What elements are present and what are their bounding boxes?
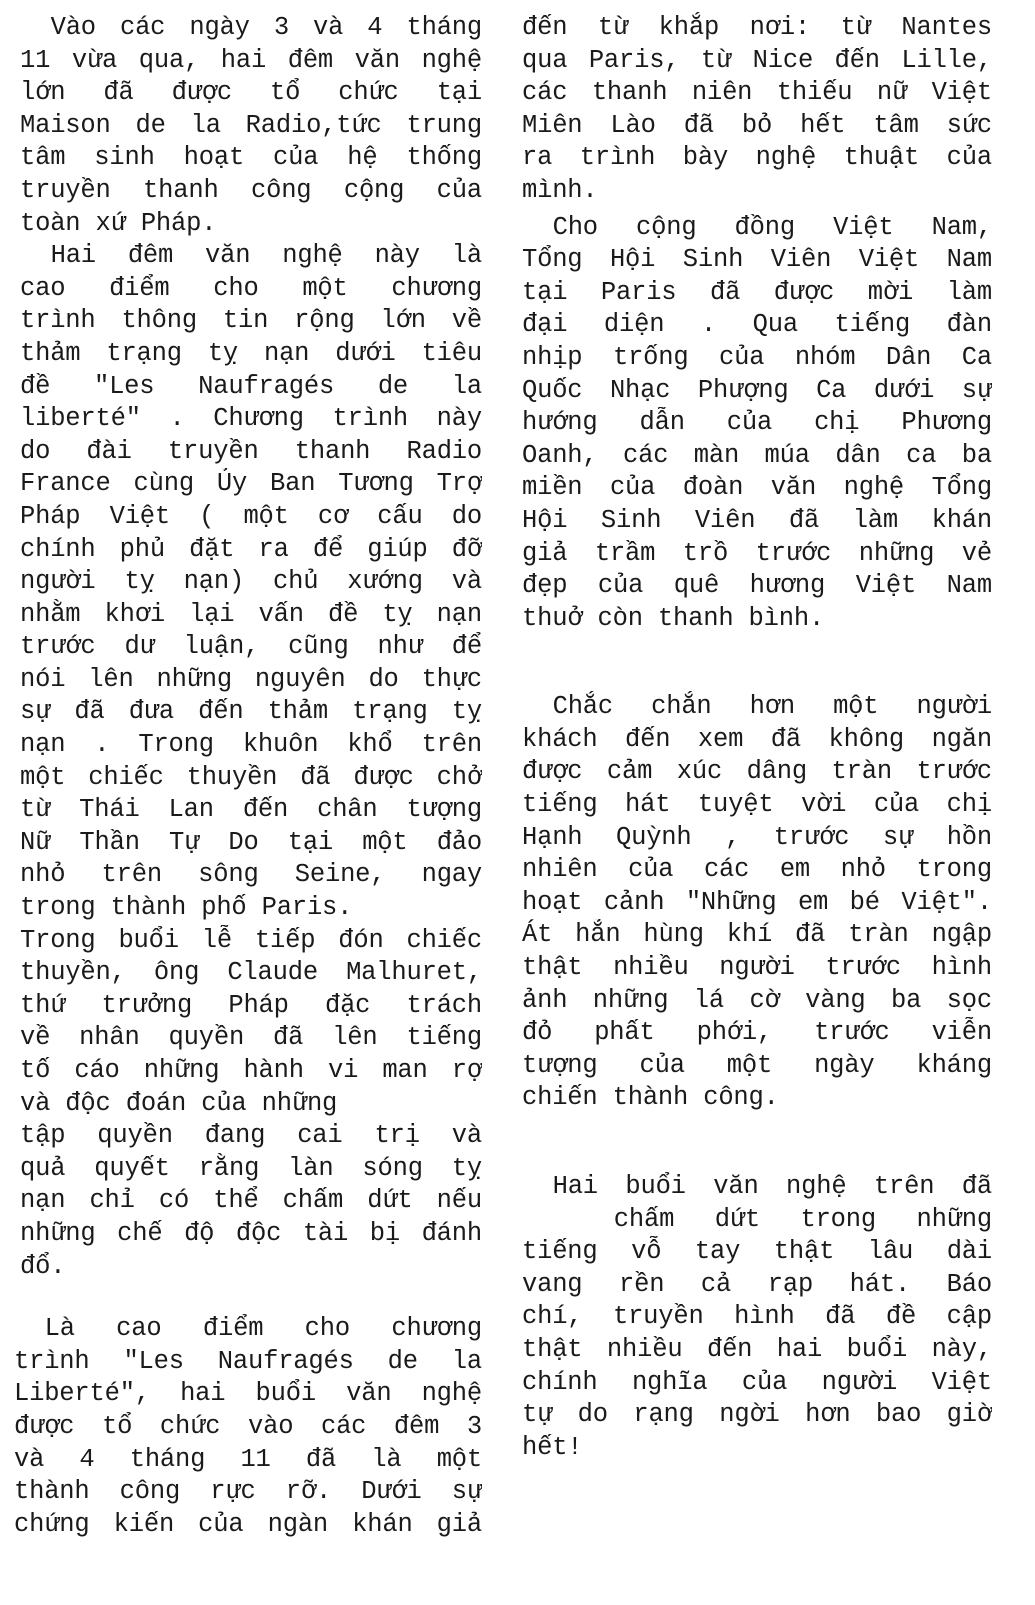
text-line: chứng kiến của ngàn khán giả <box>14 1509 482 1539</box>
text-line: Maison de la Radio,tức trung <box>20 110 482 140</box>
text-line: các thanh niên thiếu nữ Việt <box>522 78 992 108</box>
text-line: thật nhiều đến hai buổi này, <box>522 1334 992 1364</box>
text-line: Cho cộng đồng Việt Nam, <box>552 212 992 242</box>
text-line: người tỵ nạn) chủ xướng và <box>20 567 482 597</box>
text-line: nhiên của các em nhỏ trong <box>522 855 992 885</box>
text-line: cao điểm cho một chương <box>20 273 482 303</box>
text-line: France cùng Ủy Ban Tương Trợ <box>20 469 482 499</box>
text-line: giả trầm trồ trước những vẻ <box>522 538 992 568</box>
text-line: đến từ khắp nơi: từ Nantes <box>522 13 992 42</box>
paragraph-gap <box>522 635 992 691</box>
text-line: đại diện . Qua tiếng đàn <box>522 310 992 340</box>
text-line: thuở còn thanh bình. <box>522 603 825 633</box>
text-line: những chế độ độc tài bị đánh <box>20 1218 482 1248</box>
text-line: tự do rạng ngời hơn bao giờ <box>522 1400 992 1430</box>
text-line: Hai buổi văn nghệ trên đã <box>552 1172 992 1201</box>
text-line: truyền thanh công cộng của <box>20 175 482 205</box>
text-line: và độc đoán của những <box>20 1088 338 1118</box>
text-line: tượng của một ngày kháng <box>522 1050 992 1080</box>
text-line: tiếng vỗ tay thật lâu dài <box>522 1237 992 1267</box>
text-line: mình. <box>522 175 598 205</box>
text-line: một chiếc thuyền đã được chở <box>20 762 482 792</box>
text-line: khách đến xem đã không ngăn <box>522 724 992 754</box>
text-line: thành công rực rỡ. Dưới sự <box>14 1477 482 1507</box>
text-line: Pháp Việt ( một cơ cấu do <box>20 501 482 531</box>
text-line: đẹp của quê hương Việt Nam <box>522 571 992 601</box>
paragraph-gap <box>522 1115 992 1171</box>
text-line: miền của đoàn văn nghệ Tổng <box>522 473 992 503</box>
text-line: thảm trạng tỵ nạn dưới tiêu <box>20 338 482 368</box>
right-column <box>522 12 992 1464</box>
text-line: qua Paris, từ Nice đến Lille, <box>522 45 992 75</box>
text-line: được cảm xúc dâng tràn trước <box>522 757 992 787</box>
text-line: toàn xứ Pháp. <box>20 208 217 238</box>
text-line-bold: thuyền, ông Claude Malhuret, <box>20 958 482 988</box>
text-line: trình thông tin rộng lớn về <box>20 306 482 336</box>
paragraph-emotion <box>522 691 992 1115</box>
text-line: Át hẳn hùng khí đã tràn ngập <box>522 920 992 950</box>
paragraph-closing <box>522 1171 992 1464</box>
paragraph-highlight <box>14 1313 482 1541</box>
text-line: trong thành phố Paris. <box>20 893 353 923</box>
text-line: tiếng hát tuyệt vời của chị <box>522 790 992 820</box>
text-line: tâm sinh hoạt của hệ thống <box>20 143 482 173</box>
text-line: từ Thái Lan đến chân tượng <box>20 795 482 825</box>
text-line: chiến thành công. <box>522 1083 779 1113</box>
text-line: do đài truyền thanh Radio <box>20 436 482 466</box>
text-line: chí, truyền hình đã đề cập <box>522 1302 992 1332</box>
text-line: Oanh, các màn múa dân ca ba <box>522 440 992 470</box>
text-line: tại Paris đã được mời làm <box>522 277 992 307</box>
text-line: và 4 tháng 11 đã là một <box>14 1444 482 1474</box>
text-line-bold: trình "Les Naufragés de la <box>14 1346 482 1376</box>
text-line: nhỏ trên sông Seine, ngay <box>20 860 482 890</box>
text-line: Miên Lào đã bỏ hết tâm sức <box>522 110 992 140</box>
text-line: hết! <box>522 1432 583 1462</box>
text-line-bold: liberté" . Chương trình này <box>20 404 482 434</box>
text-line: lớn đã được tổ chức tại <box>20 78 482 108</box>
text-line-bold: Liberté", hai buổi văn nghệ <box>14 1379 482 1409</box>
text-line: nhằm khơi lại vấn đề tỵ nạn <box>20 599 482 629</box>
paragraph-ceremony <box>20 925 482 1284</box>
paragraph-intro <box>20 12 482 240</box>
paragraph-program <box>20 240 482 924</box>
text-line: Hai đêm văn nghệ này là <box>50 241 482 271</box>
text-line: Là cao điểm cho chương <box>44 1314 482 1344</box>
text-line: hướng dẫn của chị Phương <box>522 408 992 438</box>
text-line: sự đã đưa đến thảm trạng tỵ <box>20 697 482 727</box>
text-line: nạn . Trong khuôn khổ trên <box>20 730 482 760</box>
text-line: 11 vừa qua, hai đêm văn nghệ <box>20 45 482 75</box>
text-line: tố cáo những hành vi man rợ <box>20 1056 482 1085</box>
text-line: thật nhiều người trước hình <box>522 953 992 983</box>
text-line: Chắc chắn hơn một người <box>552 692 992 722</box>
text-line: nhịp trống của nhóm Dân Ca <box>522 342 992 372</box>
text-line: chính nghĩa của người Việt <box>522 1367 992 1397</box>
paragraph-community <box>522 212 992 636</box>
text-line: về nhân quyền đã lên tiếng <box>20 1023 482 1053</box>
paragraph-participants <box>522 12 992 208</box>
text-line: được tổ chức vào các đêm 3 <box>14 1411 482 1441</box>
text-line: Trong buổi lễ tiếp đón chiếc <box>20 925 482 955</box>
text-line: ảnh những lá cờ vàng ba sọc <box>522 985 992 1015</box>
text-line: tập quyền đang cai trị và <box>20 1121 482 1151</box>
text-line: quả quyết rằng làn sóng tỵ <box>20 1153 482 1183</box>
text-line: Quốc Nhạc Phượng Ca dưới sự <box>522 375 992 405</box>
text-line: nói lên những nguyên do thực <box>20 664 482 694</box>
text-line: Vào các ngày 3 và 4 tháng <box>50 13 482 42</box>
text-line: Hội Sinh Viên đã làm khán <box>522 505 992 535</box>
text-line: chính phủ đặt ra để giúp đỡ <box>20 534 482 564</box>
text-line: nạn chỉ có thể chấm dứt nếu <box>20 1186 482 1216</box>
text-line: đỏ phất phới, trước viễn <box>522 1018 992 1048</box>
text-line: hoạt cảnh "Những em bé Việt". <box>522 887 992 917</box>
text-line: Nữ Thần Tự Do tại một đảo <box>20 827 482 857</box>
text-line: thứ trưởng Pháp đặc trách <box>20 990 482 1020</box>
paragraph-gap <box>20 1283 482 1313</box>
text-line: Hạnh Quỳnh , trước sự hồn <box>522 822 992 852</box>
text-line: ra trình bày nghệ thuật của <box>522 143 992 173</box>
text-line: đổ. <box>20 1251 66 1281</box>
text-line-bold: đề "Les Naufragés de la <box>20 371 482 401</box>
text-line: trước dư luận, cũng như để <box>20 632 482 662</box>
left-column <box>14 12 482 1541</box>
text-line: vang rền cả rạp hát. Báo <box>522 1269 992 1299</box>
text-line: Tổng Hội Sinh Viên Việt Nam <box>522 245 992 275</box>
text-line: chấm dứt trong những <box>613 1204 992 1234</box>
